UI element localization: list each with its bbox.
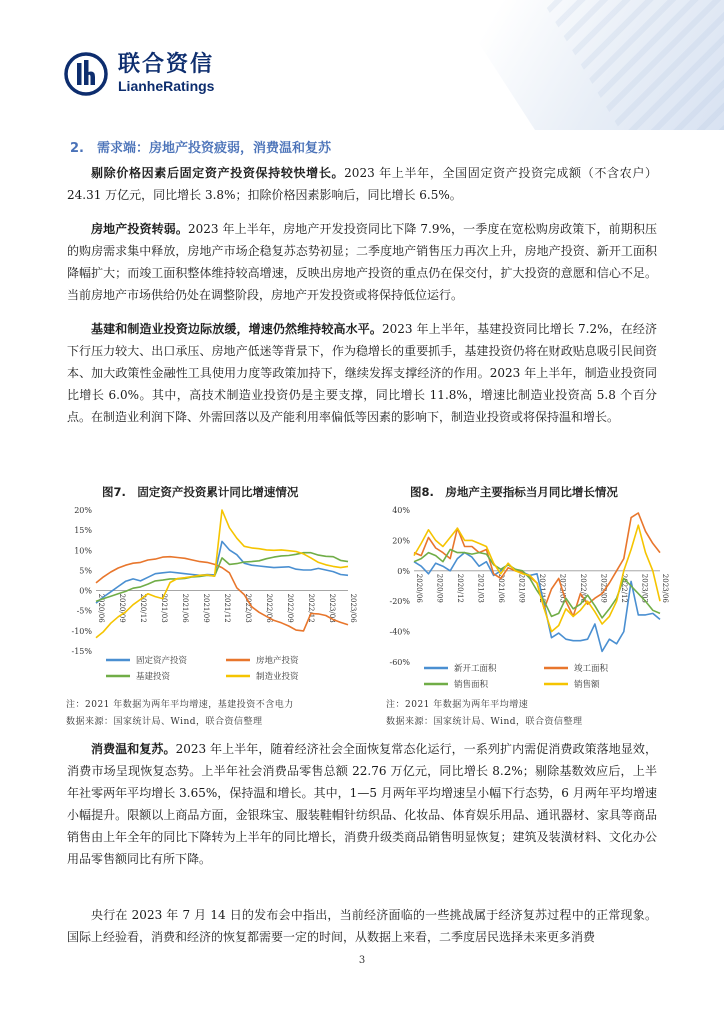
- paragraph-fixed-asset: [67, 162, 657, 206]
- y-tick-label: -20%: [389, 597, 410, 607]
- x-tick-label: 2021/03: [476, 573, 485, 603]
- y-tick-label: -10%: [71, 626, 92, 636]
- x-tick-label: 2020/09: [435, 573, 444, 603]
- x-tick-label: 2021/12: [223, 593, 231, 623]
- section-title: 2. 需求端：房地产投资疲弱，消费温和复苏: [70, 141, 331, 156]
- x-tick-label: 2022/12: [307, 593, 315, 623]
- legend-label: 基建投资: [136, 672, 171, 682]
- x-tick-label: 2021/09: [517, 573, 526, 603]
- chart7-fixed-asset-investment: [60, 500, 360, 702]
- paragraph-body: 2023 年上半年，全国固定资产投资完成额（不含农户）24.31 万亿元，同比增长 3.8%；扣除价格因素影响后，同比增长 6.5%。: [67, 166, 657, 202]
- x-tick-label: 2020/12: [139, 593, 147, 623]
- x-tick-label: 2020/12: [456, 573, 464, 603]
- paragraph-body: 2023 年上半年，基建投资同比增长 7.2%，在经济下行压力较大、出口承压、房地产低迷等背景下，作为稳增长的重要抓手，基建投资仍将在财政贴息吸引民间资本、加大政策性金融性工具使用力度等政策加持下，继续发挥支撑经济的作用。2023 年上半年，制造业投资同比增长 6.0%。其中，高技术制造业投资仍是主要支撑，同比增长 11.8%，增速比制造业投资高 5.8 个百分点。在制造业利润下降、外需回落以及产能利用率偏低等因素的影响下，制造业投资或将保持温和增长。: [67, 322, 657, 424]
- legend-label: 竣工面积: [574, 664, 609, 674]
- x-tick-label: 2022/09: [286, 593, 294, 623]
- legend-label: 房地产投资: [256, 656, 299, 666]
- x-tick-label: 2022/12: [620, 573, 628, 603]
- x-tick-label: 2022/03: [558, 573, 567, 603]
- x-tick-label: 2023/03: [328, 593, 336, 623]
- brand-name-cn: 联合资信: [118, 52, 215, 77]
- x-tick-label: 2022/06: [265, 593, 273, 623]
- y-tick-label: -15%: [71, 647, 92, 656]
- paragraph-real-estate: [67, 218, 657, 306]
- x-tick-label: 2023/06: [349, 593, 357, 623]
- chart7-note: 注：2021 年数据为两年平均增速，基建投资不含电力: [66, 700, 294, 710]
- x-tick-label: 2021/06: [181, 593, 189, 623]
- x-tick-label: 2022/03: [244, 593, 252, 623]
- y-tick-label: 15%: [74, 526, 92, 536]
- y-tick-label: 0%: [397, 566, 410, 576]
- y-tick-label: 10%: [74, 546, 92, 556]
- y-tick-label: 0%: [79, 586, 92, 596]
- paragraph-lead: 剔除价格因素后固定资产投资保持较快增长。: [91, 166, 345, 180]
- legend-label: 销售额: [574, 680, 600, 690]
- page-number: 3: [358, 955, 366, 966]
- y-tick-label: -5%: [76, 606, 92, 616]
- legend-label: 固定资产投资: [136, 656, 188, 666]
- paragraph-body: 2023 年上半年，房地产开发投资同比下降 7.9%，一季度在宽松购房政策下，前期积压的购房需求集中释放，房地产市场企稳复苏态势初显；二季度地产销售压力再次上升，房地产投资、新开工面积降幅扩大；而竣工面积整体维持较高增速，反映出房地产投资的重点仍在保交付，扩大投资的意愿和信心不足。当前房地产市场供给仍处在调整阶段，房地产开发投资或将保持低位运行。: [67, 222, 657, 302]
- paragraph-lead: 基建和制造业投资边际放缓，增速仍然维持较高水平。: [91, 322, 382, 336]
- x-tick-label: 2023/06: [661, 573, 669, 603]
- x-tick-label: 2021/09: [202, 593, 210, 623]
- chart8-title: 图8. 房地产主要指标当月同比增长情况: [410, 485, 618, 499]
- y-tick-label: 40%: [392, 506, 410, 515]
- paragraph-lead: 房地产投资转弱。: [91, 222, 188, 236]
- paragraph-infrastructure: [67, 318, 657, 428]
- chart8-note: 注：2021 年数据为两年平均增速: [386, 700, 529, 710]
- chart8-real-estate-indicators: [380, 500, 670, 702]
- x-tick-label: 2020/06: [97, 593, 105, 623]
- legend-label: 制造业投资: [256, 672, 299, 682]
- x-tick-label: 2021/12: [538, 573, 546, 603]
- paragraph-consumption: [67, 738, 657, 870]
- brand-logo: [64, 52, 214, 96]
- x-tick-label: 2023/03: [640, 573, 649, 603]
- paragraph-body: 2023 年上半年，随着经济社会全面恢复常态化运行，一系列扩内需促消费政策落地显效，消费市场呈现恢复态势。上半年社会消费品零售总额 22.76 万亿元，同比增长 8.2%；剔除基数效应后，上半年社零两年平均增长 3.65%，保持温和增长。其中，1—5 月两年平均增速呈小幅下行态势，6 月两年平均增速小幅提升。限额以上商品方面，金银珠宝、服装鞋帽针纺织品、化妆品、体育娱乐用品、通讯器材、家具等商品销售由上年全年的同比下降转为上半年的同比增长，消费升级类商品销售明显恢复；建筑及装潢材料、文化办公用品零售额同比有所下降。: [67, 742, 657, 866]
- chart7-source: 数据来源：国家统计局、Wind，联合资信整理: [66, 717, 263, 727]
- x-tick-label: 2020/06: [415, 573, 423, 603]
- y-tick-label: 5%: [79, 566, 92, 576]
- x-tick-label: 2022/09: [599, 573, 608, 603]
- x-tick-label: 2021/03: [160, 593, 168, 623]
- paragraph-body: 央行在 2023 年 7 月 14 日的发布会中指出，当前经济面临的一些挑战属于经济复苏过程中的正常现象。国际上经验看，消费和经济的恢复都需要一定的时间，从数据上来看，二季度居民选择未来更多消费: [67, 908, 657, 944]
- paragraph-lead: 消费温和复苏。: [91, 742, 176, 756]
- y-tick-label: -60%: [389, 658, 410, 667]
- brand-name-en: LianheRatings: [118, 78, 215, 94]
- x-tick-label: 2020/09: [118, 593, 126, 623]
- x-tick-label: 2022/06: [579, 573, 587, 603]
- legend-label: 销售面积: [454, 680, 489, 690]
- x-tick-label: 2021/06: [497, 573, 505, 603]
- y-tick-label: 20%: [392, 536, 410, 546]
- chart8-source: 数据来源：国家统计局、Wind，联合资信整理: [386, 717, 583, 727]
- paragraph-central-bank: [67, 904, 657, 948]
- chart7-title: 图7. 固定资产投资累计同比增速情况: [102, 485, 299, 499]
- lianhe-logo-icon: [64, 52, 108, 96]
- y-tick-label: -40%: [389, 627, 410, 637]
- y-tick-label: 20%: [74, 506, 92, 515]
- legend-label: 新开工面积: [454, 664, 497, 674]
